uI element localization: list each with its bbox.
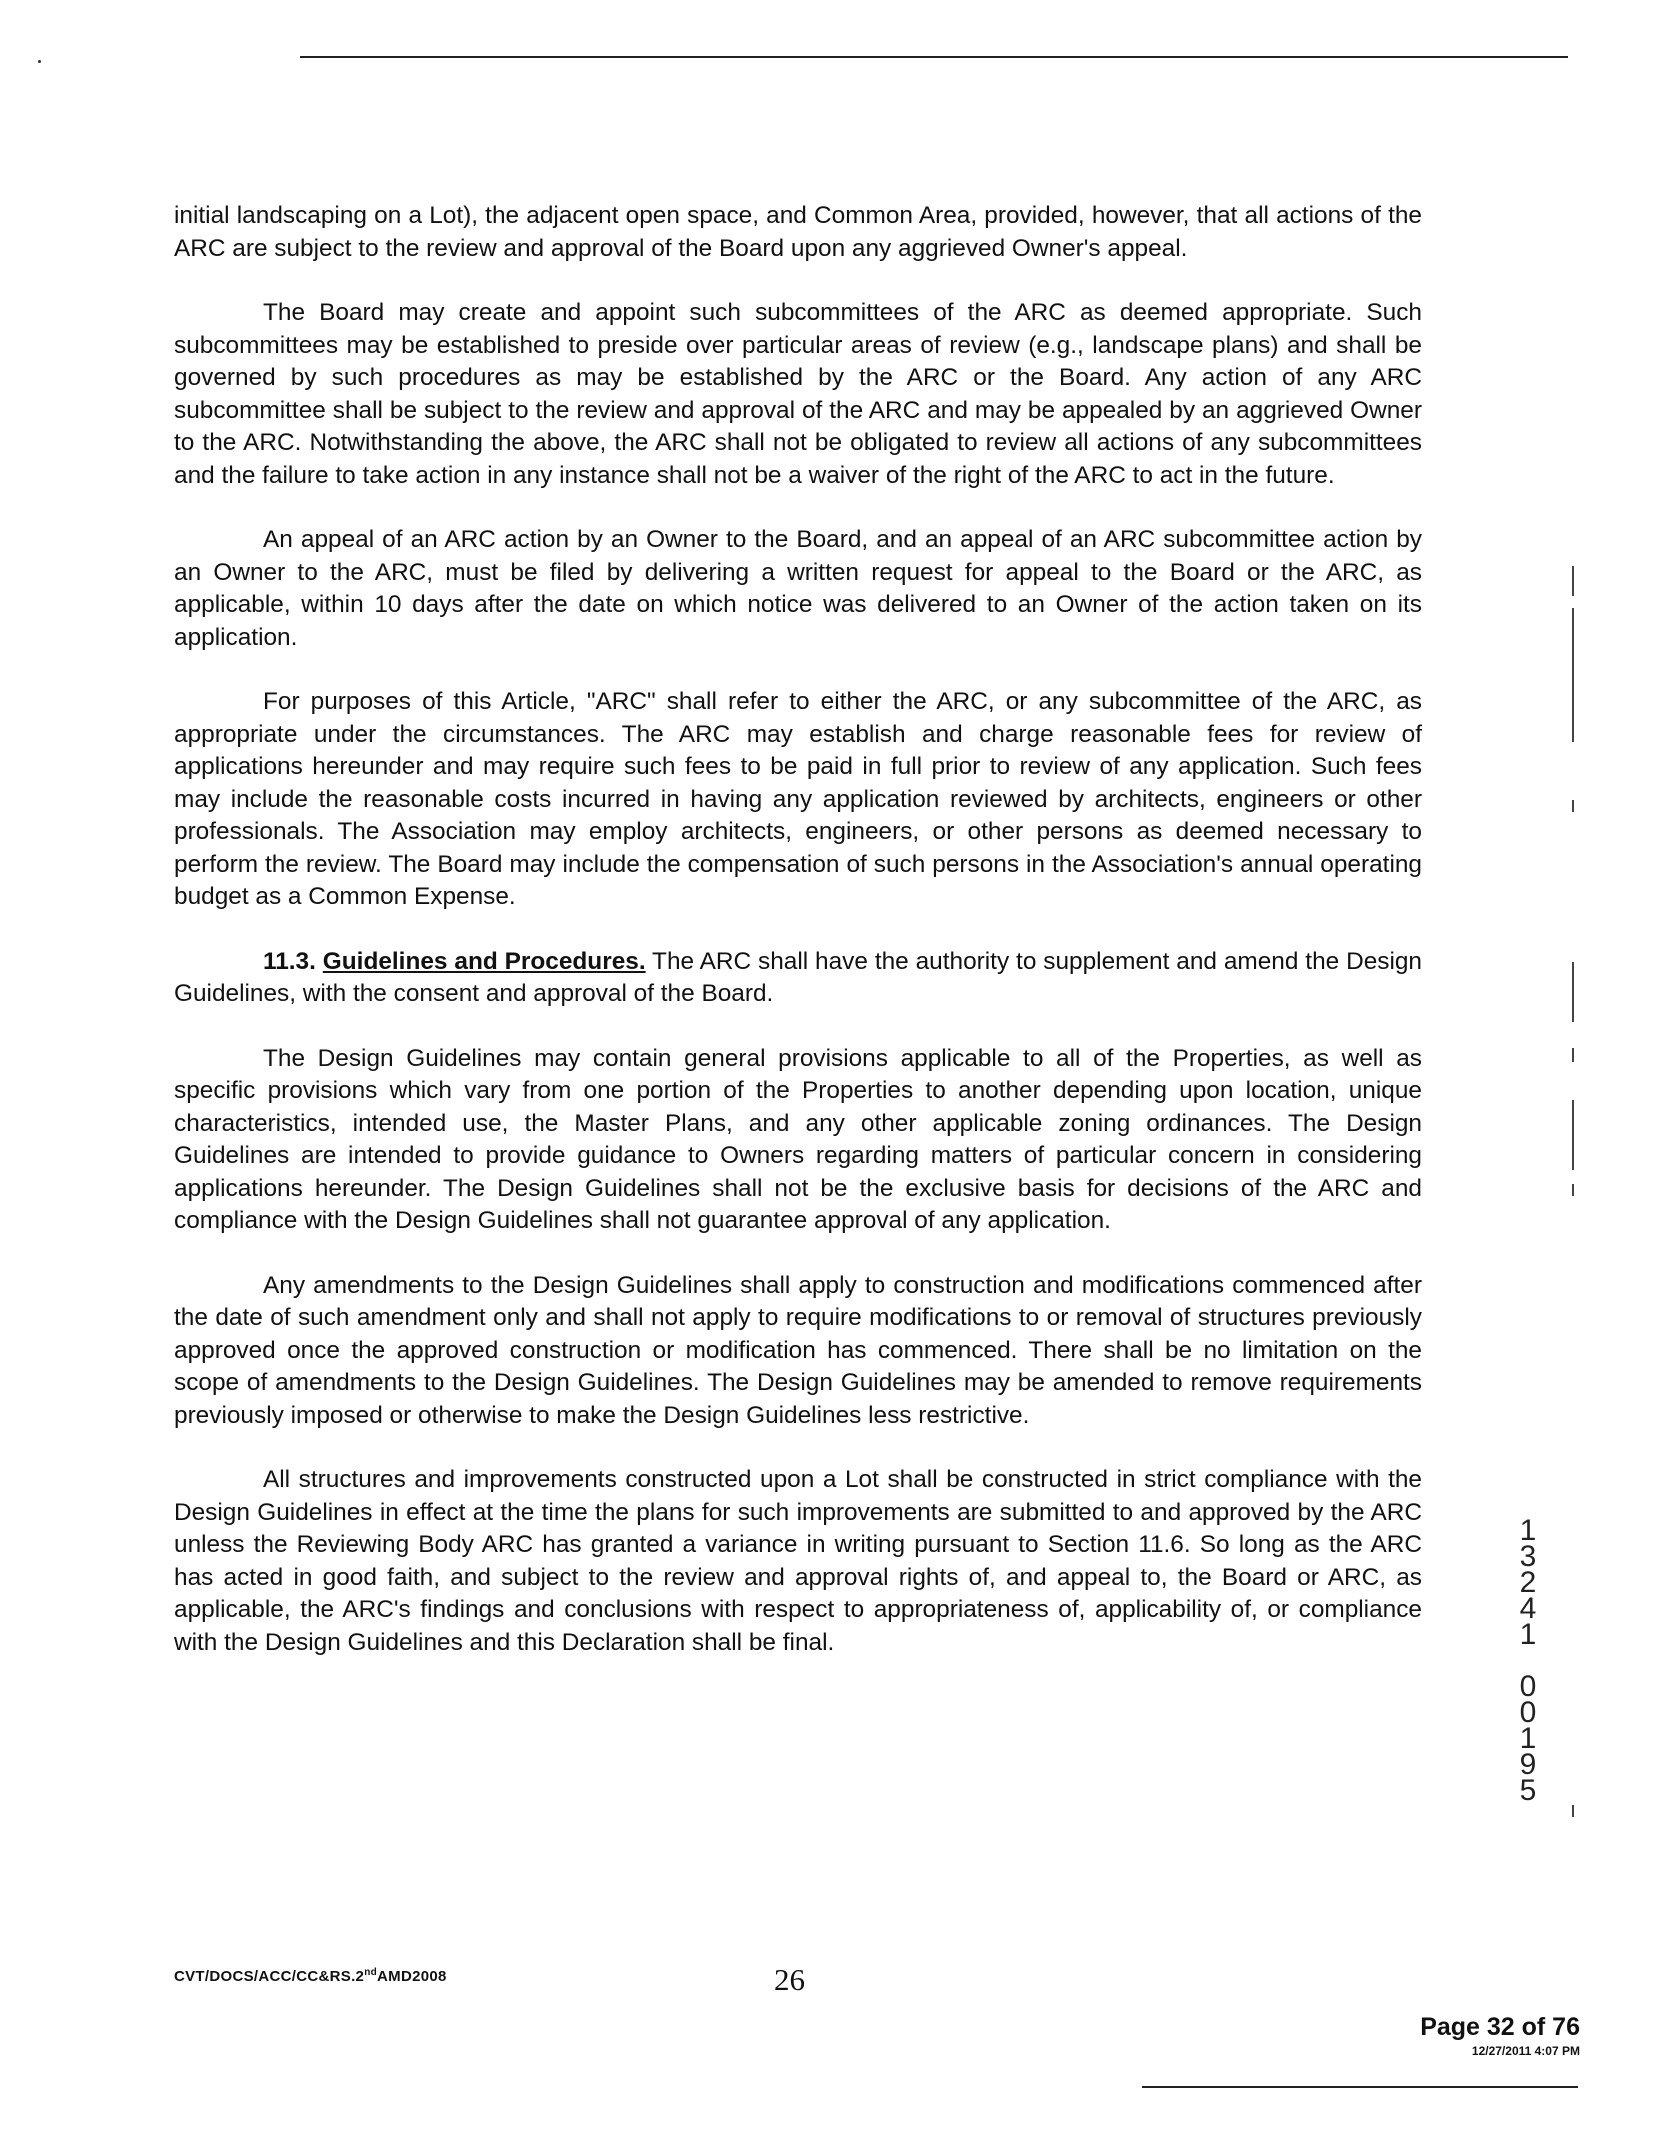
stamp-datetime: 12/27/2011 4:07 PM xyxy=(1471,2044,1580,2058)
margin-mark xyxy=(1572,962,1574,1022)
section-text: The ARC shall have the authority to supplement and amend the Design Guidelines, with the consent and approval of the Board. xyxy=(174,947,1423,1007)
margin-mark xyxy=(1572,608,1574,742)
paragraph: Any amendments to the Design Guidelines shall apply to construction and modifications commenced after the date of such amendment only and shall not apply to require modifications to or removal of structures previously approved once the approved construction or modification has commenced. There shall be no limitation on the scope of amendments to the Design Guidelines. The Design Guidelines may be amended to remove requirements previously imposed or otherwise to make the Design Guidelines less restrictive. xyxy=(174,1271,1422,1429)
margin-mark xyxy=(1572,1805,1574,1817)
recording-digit: 1 xyxy=(1519,1618,1537,1651)
margin-mark xyxy=(1572,1100,1574,1170)
paragraph: The Design Guidelines may contain general provisions applicable to all of the Properties, as well as specific provisions which vary from one portion of the Properties to another depending upon location, unique characteristics, intended use, the Master Plans, and any other applicable zoning ordinances. The Design Guidelines are intended to provide guidance to Owners regarding matters of particular concern in considering applications hereunder. The Design Guidelines shall not be the exclusive basis for decisions of the ARC and compliance with the Design Guidelines shall not guarantee approval of any application. xyxy=(174,1044,1422,1234)
recording-digit: 0 xyxy=(1519,1670,1537,1703)
paragraph: An appeal of an ARC action by an Owner to the Board, and an appeal of an ARC subcommittee action by an Owner to the ARC, must be filed by delivering a written request for appeal to the Board or the ARC, as applicable, within 10 days after the date on which notice was delivered to an Owner of the action taken on its application. xyxy=(174,526,1422,651)
paragraph: initial landscaping on a Lot), the adjacent open space, and Common Area, provided, however, that all actions of the ARC are subject to the review and approval of the Board upon any aggrieved Owner's appeal. xyxy=(174,202,1422,262)
section-heading: Guidelines and Procedures. xyxy=(322,947,646,975)
paragraph: All structures and improvements constructed upon a Lot shall be constructed in strict compliance with the Design Guidelines in effect at the time the plans for such improvements are submitted to and approved by the ARC unless the Reviewing Body ARC has granted a variance in writing pursuant to Section 11.6. So long as the ARC has acted in good faith, and subject to the review and approval rights of, and appeal to, the Board or ARC, as applicable, the ARC's findings and conclusions with respect to appropriateness of, applicability of, or compliance with the Design Guidelines and this Declaration shall be final. xyxy=(174,1466,1422,1656)
recording-digit: 3 xyxy=(1519,1540,1537,1573)
recording-digit: 1 xyxy=(1519,1722,1537,1755)
recording-digit: 4 xyxy=(1519,1592,1537,1625)
document-code-superscript: nd xyxy=(364,1967,378,1978)
margin-mark xyxy=(1572,566,1574,596)
recording-digit: 2 xyxy=(1519,1566,1537,1599)
page-number: 26 xyxy=(774,1962,805,1997)
recording-digit: 9 xyxy=(1519,1748,1537,1781)
document-code-prefix: CVT/DOCS/ACC/CC&RS.2 xyxy=(174,1968,365,1985)
section-number: 11.3. xyxy=(263,947,316,975)
recorder-stamp xyxy=(1350,2012,1580,2060)
top-rule xyxy=(300,56,1568,58)
margin-mark xyxy=(1572,1184,1574,1196)
document-code-suffix: AMD2008 xyxy=(377,1968,447,1985)
recording-digit: 5 xyxy=(1519,1774,1537,1807)
margin-mark xyxy=(1572,800,1574,812)
recording-digit: 0 xyxy=(1519,1696,1537,1729)
document-code xyxy=(174,1967,447,1985)
recording-number xyxy=(1508,1514,1548,1807)
paragraph: The Board may create and appoint such subcommittees of the ARC as deemed appropriate. Such subcommittees may be established to preside over particular areas of review (e.g., landscape plans) and shall be governed by such procedures as may be established by the ARC or the Board. Any action of any ARC subcommittee shall be subject to the review and approval of the ARC and may be appealed by an aggrieved Owner to the ARC. Notwithstanding the above, the ARC shall not be obligated to review all actions of any subcommittees and the failure to take action in any instance shall not be a waiver of the right of the ARC to act in the future. xyxy=(174,299,1422,489)
stamp-page-count: Page 32 of 76 xyxy=(1420,2013,1580,2041)
scan-speck xyxy=(38,60,41,63)
paragraph: For purposes of this Article, "ARC" shall refer to either the ARC, or any subcommittee of the ARC, as appropriate under the circumstances. The ARC may establish and charge reasonable fees for review of applications hereunder and may require such fees to be paid in full prior to review of any application. Such fees may include the reasonable costs incurred in having any application reviewed by architects, engineers or other professionals. The Association may employ architects, engineers, or other persons as deemed necessary to perform the review. The Board may include the compensation of such persons in the Association's annual operating budget as a Common Expense. xyxy=(174,688,1422,910)
document-body xyxy=(174,200,1422,1691)
margin-mark xyxy=(1572,1048,1574,1062)
recording-digit: 1 xyxy=(1519,1514,1537,1547)
bottom-rule xyxy=(1142,2086,1578,2088)
section-paragraph xyxy=(174,946,1422,1011)
